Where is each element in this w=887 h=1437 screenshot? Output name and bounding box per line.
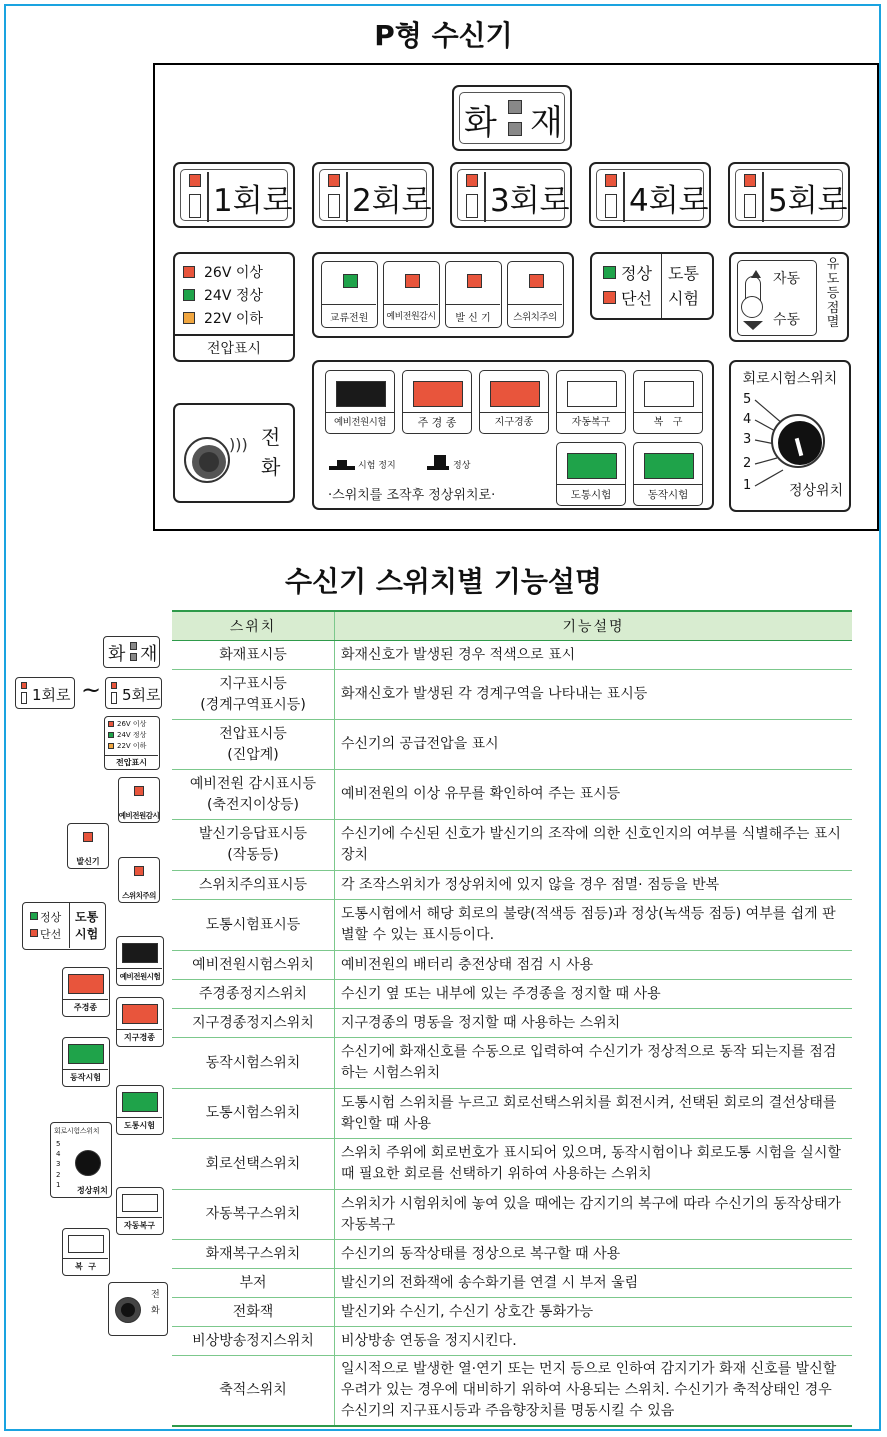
circuit-1-icon: 1회로 <box>15 677 75 709</box>
fire-indicator <box>452 85 572 151</box>
circuit-indicator-5 <box>728 162 850 228</box>
fire-indicator-icon: 화 재 <box>103 636 160 668</box>
table-row <box>172 1038 852 1089</box>
backup-power-monitor-indicator: 예비전원감시 <box>383 261 440 328</box>
reset-icon: 복 구 <box>62 1228 110 1276</box>
switch-name-cell: 도통시험스위치 <box>172 1089 335 1139</box>
switch-name-cell: 스위치주의표시등 <box>172 871 335 900</box>
description-cell: 도통시험 스위치를 누르고 회로선택스위치를 회전시켜, 선택된 회로의 결선상태를 확인할 때 사용 <box>335 1089 853 1139</box>
circuit-select-switch-icon: 회로시험스위치 5 4 3 2 1 정상위치 <box>50 1122 112 1198</box>
phone-jack-small-icon: 전 화 <box>108 1282 168 1336</box>
voltage-display: 26V 이상 24V 정상 22V 이하 전압표시 <box>173 252 295 362</box>
reset-button[interactable]: 복 구 <box>633 370 703 434</box>
table-row <box>172 1356 852 1427</box>
table-row <box>172 1327 852 1356</box>
circuit-indicator-3 <box>450 162 572 228</box>
switch-name-cell: 지구경종정지스위치 <box>172 1009 335 1038</box>
description-cell: 스위치 주위에 회로번호가 표시되어 있으며, 동작시험이나 회로도통 시험을 실시할 때 필요한 회로를 선택하기 위하여 사용하는 스위치 <box>335 1139 853 1190</box>
fire-label-left: 화 <box>464 103 497 143</box>
rotary-knob-icon[interactable] <box>771 414 825 468</box>
voltage-label: 전압표시 <box>206 341 262 357</box>
table-row <box>172 1298 852 1327</box>
page-title: P형 수신기 <box>374 19 513 52</box>
circuit-test-switch[interactable]: 회로시험스위치 5 4 3 2 1 정상위치 <box>729 360 851 512</box>
description-cell: 수신기의 공급전압을 표시 <box>335 720 853 770</box>
phone-jack[interactable]: ))) 전 화 <box>173 403 295 503</box>
description-cell: 수신기에 화재신호를 수동으로 입력하여 수신기가 정상적으로 동작 되는지를 점검하는 시험스위치 <box>335 1038 853 1089</box>
switch-name-cell: 예비전원시험스위치 <box>172 951 335 980</box>
switch-button-group: 예비전원시험 주 경 종 지구경종 자동복구 복 구 도통시험 동작시험 시험 정지 정상 ·스위치를 조작후 정상위치로· <box>312 360 714 510</box>
conduction-test-indicator-icon: 정상 단선 도통 시험 <box>22 902 106 950</box>
table-row <box>172 1269 852 1298</box>
range-separator: ~ <box>81 676 102 704</box>
switch-name-cell: 지구표시등 (경계구역표시등) <box>172 670 335 720</box>
action-test-button[interactable]: 동작시험 <box>633 442 703 506</box>
table-row <box>172 770 852 820</box>
description-cell: 예비전원의 이상 유무를 확인하여 주는 표시등 <box>335 770 853 820</box>
transmitter-icon: 발신기 <box>67 823 109 869</box>
auto-reset-button[interactable]: 자동복구 <box>556 370 626 434</box>
description-cell: 화재신호가 발생된 각 경계구역을 나타내는 표시등 <box>335 670 853 720</box>
table-row <box>172 951 852 980</box>
description-cell: 스위치가 시험위치에 놓여 있을 때에는 감지기의 복구에 따라 수신기의 동작상태가 자동복구 <box>335 1190 853 1240</box>
description-cell: 일시적으로 발생한 열·연기 또는 먼지 등으로 인하여 감지기가 화재 신호를 발신할 우려가 있는 경우에 대비하기 위하여 사용되는 스위치. 수신기가 축적상태인 경우 수신기의 지구표시등과 주음향장치를 명동시킬 수 있음 <box>335 1356 853 1427</box>
switch-caution-indicator: 스위치주의 <box>507 261 564 328</box>
switch-name-cell: 도통시험표시등 <box>172 900 335 951</box>
table-row <box>172 720 852 770</box>
switch-name-cell: 예비전원 감시표시등 (축전지이상등) <box>172 770 335 820</box>
header-switch: 스위치 <box>172 611 335 641</box>
circuit-5-icon: 5회로 <box>105 677 162 709</box>
transmitter-indicator: 발 신 기 <box>445 261 502 328</box>
table-row <box>172 641 852 670</box>
description-cell: 발신기의 전화잭에 송수화기를 연결 시 부저 울림 <box>335 1269 853 1298</box>
zone-bell-icon: 지구경종 <box>116 997 164 1047</box>
table-row <box>172 1190 852 1240</box>
conduction-test-indicator: 정상 단선 도통 시험 <box>590 252 714 320</box>
ac-power-indicator: 교류전원 <box>321 261 378 328</box>
receiver-panel <box>153 63 879 531</box>
description-cell: 발신기와 수신기, 수신기 상호간 통화가능 <box>335 1298 853 1327</box>
switch-name-cell: 화재복구스위치 <box>172 1240 335 1269</box>
backup-power-test-button[interactable]: 예비전원시험 <box>325 370 395 434</box>
table-row <box>172 1089 852 1139</box>
switch-name-cell: 자동복구스위치 <box>172 1190 335 1240</box>
guide-light-switch[interactable]: 자동 수동 유도등점멸 <box>729 252 849 342</box>
switch-name-cell: 전압표시등 (진압계) <box>172 720 335 770</box>
circuit-label: 1회로 <box>213 183 293 219</box>
fire-lamp-bottom <box>508 122 522 136</box>
conduction-test-button[interactable]: 도통시험 <box>556 442 626 506</box>
circuit-label: 2회로 <box>352 183 432 219</box>
main-bell-icon: 주경종 <box>62 967 110 1017</box>
table-row <box>172 900 852 951</box>
circuit-indicator-4 <box>589 162 711 228</box>
sound-waves-icon: ))) <box>229 435 248 454</box>
switch-caution-icon: 스위치주의 <box>118 857 160 903</box>
description-cell: 수신기 옆 또는 내부에 있는 주경종을 정지할 때 사용 <box>335 980 853 1009</box>
switch-name-cell: 부저 <box>172 1269 335 1298</box>
backup-monitor-icon: 예비전원감시 <box>118 777 160 823</box>
triangle-down-icon <box>743 321 763 330</box>
description-cell: 예비전원의 배터리 충전상태 점검 시 사용 <box>335 951 853 980</box>
circuit-label: 3회로 <box>490 183 570 219</box>
table-row <box>172 1240 852 1269</box>
description-cell: 비상방송 연동을 정지시킨다. <box>335 1327 853 1356</box>
switch-name-cell: 주경종정지스위치 <box>172 980 335 1009</box>
function-table <box>172 610 852 1427</box>
rotary-knob-icon <box>75 1150 101 1176</box>
description-cell: 도통시험에서 해당 회로의 불량(적색등 점등)과 정상(녹색등 점등) 여부를 쉽게 판별할 수 있는 표시등이다. <box>335 900 853 951</box>
description-cell: 화재신호가 발생된 경우 적색으로 표시 <box>335 641 853 670</box>
table-row <box>172 871 852 900</box>
circuit-indicator-1 <box>173 162 295 228</box>
guide-label: 유도등점멸 <box>826 257 840 330</box>
section-title: 수신기 스위치별 기능설명 <box>284 565 603 598</box>
fire-label-right: 재 <box>530 103 563 143</box>
zone-bell-stop-button[interactable]: 지구경종 <box>479 370 549 434</box>
conduction-test-icon: 도통시험 <box>116 1085 164 1135</box>
main-bell-stop-button[interactable]: 주 경 종 <box>402 370 472 434</box>
backup-test-icon: 예비전원시험 <box>116 936 164 986</box>
test-stop-symbol-icon <box>329 466 355 470</box>
circuit-label: 4회로 <box>629 183 709 219</box>
indicator-group <box>312 252 574 338</box>
circuit-indicator-2 <box>312 162 434 228</box>
voltage-display-icon: 26V 이상 24V 정상 22V 이하 전압표시 <box>104 716 160 770</box>
switch-name-cell: 축적스위치 <box>172 1356 335 1427</box>
switch-name-cell: 발신기응답표시등 (작동등) <box>172 820 335 871</box>
switch-name-cell: 동작시험스위치 <box>172 1038 335 1089</box>
phone-jack-icon[interactable] <box>184 437 230 483</box>
auto-reset-icon: 자동복구 <box>116 1187 164 1235</box>
fire-lamp-top <box>508 100 522 114</box>
description-cell: 수신기의 동작상태를 정상으로 복구할 때 사용 <box>335 1240 853 1269</box>
action-test-icon: 동작시험 <box>62 1037 110 1087</box>
switch-name-cell: 전화잭 <box>172 1298 335 1327</box>
description-cell: 지구경종의 명동을 정지할 때 사용하는 스위치 <box>335 1009 853 1038</box>
table-row <box>172 1139 852 1190</box>
header-description: 기능설명 <box>335 611 853 641</box>
switch-name-cell: 비상방송정지스위치 <box>172 1327 335 1356</box>
table-row <box>172 1009 852 1038</box>
table-row <box>172 980 852 1009</box>
description-cell: 수신기에 수신된 신호가 발신기의 조작에 의한 신호인지의 여부를 식별해주는 표시장치 <box>335 820 853 871</box>
circuit-label: 5회로 <box>768 183 848 219</box>
table-row <box>172 670 852 720</box>
table-row <box>172 820 852 871</box>
switch-name-cell: 회로선택스위치 <box>172 1139 335 1190</box>
description-cell: 각 조작스위치가 정상위치에 있지 않을 경우 점멸· 점등을 반복 <box>335 871 853 900</box>
switch-name-cell: 화재표시등 <box>172 641 335 670</box>
